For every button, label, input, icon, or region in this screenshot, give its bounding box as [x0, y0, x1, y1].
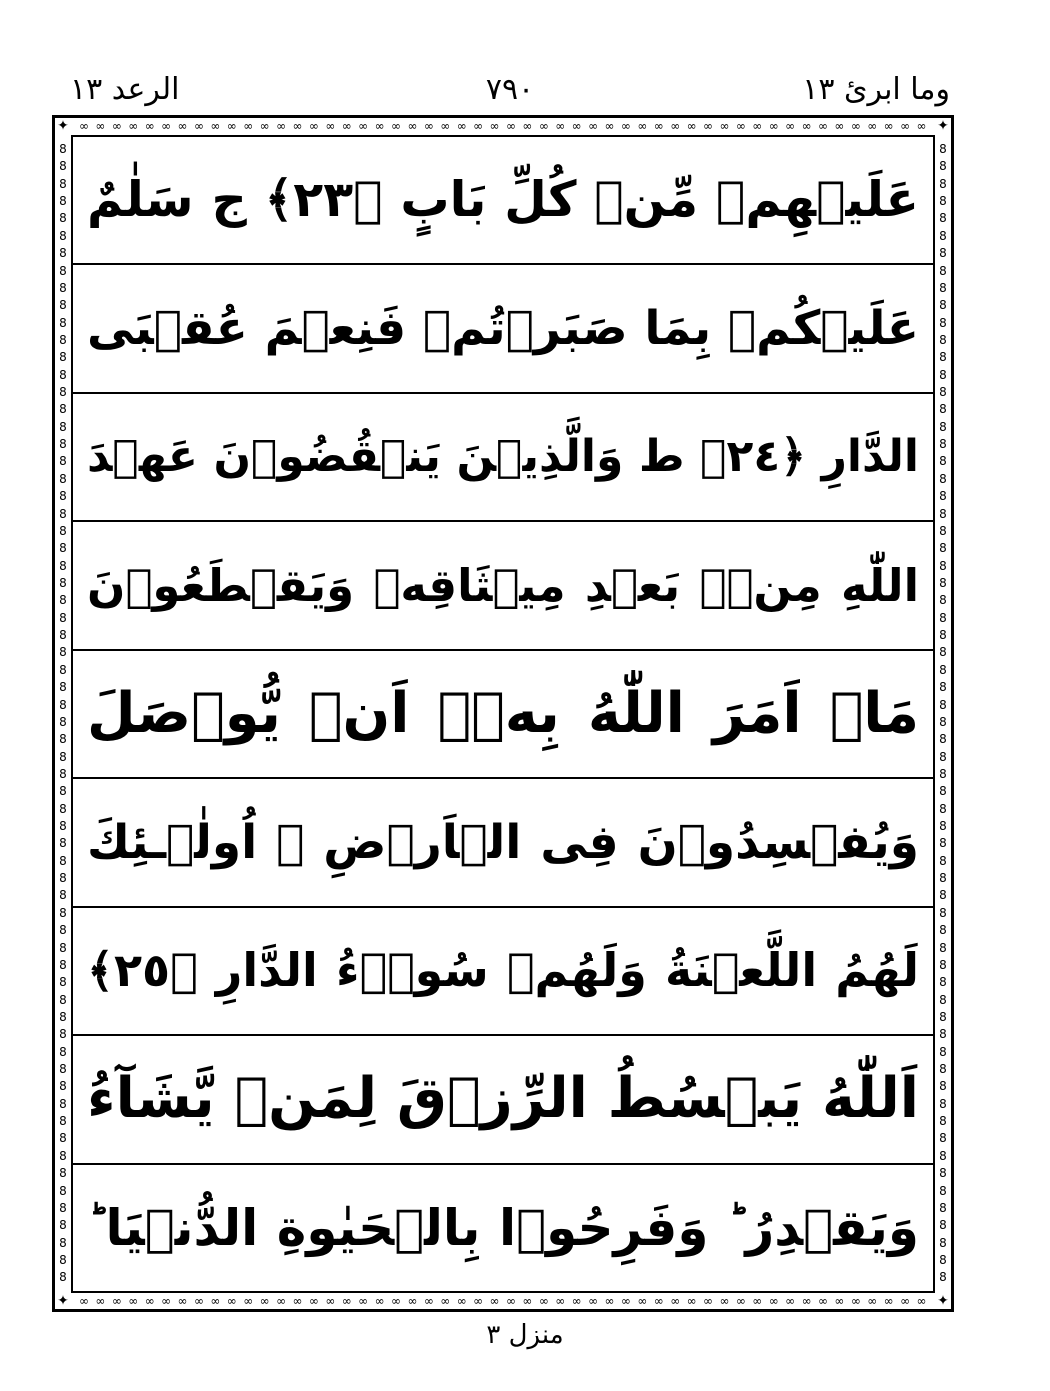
border-chain-link-icon: ∞: [703, 1294, 714, 1308]
border-chain-link-icon: 8: [59, 923, 67, 938]
border-chain-link-icon: 8: [59, 662, 67, 677]
border-chain-link-icon: 8: [59, 819, 67, 834]
border-chain-link-icon: 8: [59, 1166, 67, 1181]
border-chain-link-icon: ∞: [900, 119, 911, 133]
border-chain-link-icon: ∞: [834, 119, 845, 133]
border-chain-link-icon: 8: [59, 142, 67, 156]
border-chain-link-icon: ∞: [653, 119, 664, 133]
border-chain-link-icon: ∞: [111, 1294, 122, 1308]
border-chain-link-icon: ∞: [571, 1294, 582, 1308]
verse-line: [73, 265, 933, 393]
border-chain-link-icon: ∞: [768, 1294, 779, 1308]
border-chain-link-icon: ∞: [620, 119, 631, 133]
border-chain-link-icon: 8: [939, 1009, 947, 1024]
border-chain-link-icon: ∞: [128, 1294, 139, 1308]
border-chain-link-icon: 8: [939, 315, 947, 330]
border-chain-link-icon: ∞: [358, 119, 369, 133]
border-chain-link-icon: 8: [59, 1148, 67, 1163]
verse-line-text: وَيُفۡسِدُوۡنَ فِى الۡاَرۡضِ ۙ اُولٰۤـئِكَ: [87, 814, 919, 870]
border-chain-link-icon: 8: [939, 992, 947, 1007]
border-chain-link-icon: 8: [59, 1200, 67, 1215]
border-chain-link-icon: ∞: [193, 119, 204, 133]
border-chain-link-icon: 8: [939, 819, 947, 834]
border-chain-link-icon: ∞: [243, 1294, 254, 1308]
border-chain-link-icon: ∞: [79, 119, 89, 133]
border-chain-link-icon: ∞: [292, 119, 303, 133]
border-chain-link-icon: 8: [59, 714, 67, 729]
border-chain-link-icon: ∞: [423, 119, 434, 133]
page-number: ٧٩٠: [485, 72, 535, 107]
border-chain-link-icon: ∞: [801, 1294, 812, 1308]
border-chain-link-icon: ∞: [604, 1294, 615, 1308]
border-chain-link-icon: ∞: [785, 1294, 796, 1308]
border-chain-link-icon: ∞: [292, 1294, 303, 1308]
border-chain-link-icon: ∞: [210, 119, 221, 133]
border-chain-link-icon: 8: [939, 159, 947, 174]
border-chain-link-icon: 8: [939, 1270, 947, 1285]
border-chain-link-icon: 8: [59, 332, 67, 347]
border-chain-link-icon: 8: [59, 645, 67, 660]
border-chain-link-icon: ∞: [358, 1294, 369, 1308]
border-chain-link-icon: ∞: [916, 119, 927, 133]
border-chain-link-icon: ∞: [161, 119, 172, 133]
border-chain-link-icon: 8: [59, 350, 67, 365]
border-chain-link-icon: 8: [59, 159, 67, 174]
border-chain-link-icon: ∞: [308, 1294, 319, 1308]
border-chain-link-icon: 8: [939, 454, 947, 469]
border-chain-link-icon: 8: [59, 176, 67, 191]
border-chain-link-icon: ∞: [473, 1294, 484, 1308]
border-chain-link-icon: 8: [939, 1131, 947, 1146]
border-chain-link-icon: 8: [939, 558, 947, 573]
border-chain-link-icon: 8: [59, 263, 67, 278]
border-chain-link-icon: ∞: [505, 1294, 516, 1308]
border-chain-link-icon: ∞: [440, 119, 451, 133]
border-chain-link-icon: 8: [939, 610, 947, 625]
border-chain-link-icon: 8: [59, 1114, 67, 1129]
verse-line: [73, 137, 933, 265]
border-chain-link-icon: ∞: [391, 119, 402, 133]
border-chain-link-icon: 8: [59, 905, 67, 920]
corner-ornament-icon: ✦: [937, 1293, 949, 1309]
border-chain-link-icon: 8: [939, 680, 947, 695]
juz-name: وما ابرئ ١٣: [802, 72, 950, 107]
border-chain-link-icon: ∞: [588, 119, 599, 133]
border-chain-link-icon: 8: [939, 298, 947, 313]
border-chain-link-icon: 8: [59, 593, 67, 608]
border-chain-link-icon: 8: [939, 645, 947, 660]
border-chain-link-icon: ∞: [243, 119, 254, 133]
border-chain-link-icon: 8: [939, 367, 947, 382]
border-chain-link-icon: 8: [59, 801, 67, 816]
verse-line: [73, 651, 933, 779]
border-chain-link-icon: ∞: [620, 1294, 631, 1308]
border-chain-link-icon: ∞: [637, 1294, 648, 1308]
border-chain-link-icon: ∞: [226, 1294, 237, 1308]
border-chain-link-icon: 8: [59, 732, 67, 747]
border-chain-link-icon: 8: [59, 211, 67, 226]
border-chain-link-icon: 8: [59, 888, 67, 903]
border-chain-link-icon: ∞: [670, 1294, 681, 1308]
border-chain-link-icon: ∞: [177, 1294, 188, 1308]
border-pattern-top: [79, 119, 927, 133]
verse-line: [73, 908, 933, 1036]
border-chain-link-icon: 8: [939, 471, 947, 486]
border-chain-link-icon: 8: [59, 871, 67, 886]
border-chain-link-icon: 8: [59, 298, 67, 313]
border-chain-link-icon: ∞: [325, 1294, 336, 1308]
border-chain-link-icon: ∞: [391, 1294, 402, 1308]
border-chain-link-icon: ∞: [867, 119, 878, 133]
border-chain-link-icon: 8: [939, 506, 947, 521]
border-chain-link-icon: 8: [59, 940, 67, 955]
border-chain-link-icon: ∞: [522, 1294, 533, 1308]
border-chain-link-icon: 8: [939, 1114, 947, 1129]
border-chain-link-icon: ∞: [834, 1294, 845, 1308]
border-chain-link-icon: 8: [59, 558, 67, 573]
border-chain-link-icon: ∞: [735, 1294, 746, 1308]
border-chain-link-icon: 8: [939, 940, 947, 955]
border-chain-link-icon: 8: [59, 454, 67, 469]
border-chain-link-icon: ∞: [95, 119, 106, 133]
border-chain-link-icon: ∞: [259, 119, 270, 133]
border-chain-link-icon: 8: [59, 437, 67, 452]
border-chain-link-icon: ∞: [456, 1294, 467, 1308]
border-chain-link-icon: 8: [939, 332, 947, 347]
border-chain-link-icon: ∞: [161, 1294, 172, 1308]
border-chain-link-icon: 8: [59, 506, 67, 521]
border-chain-link-icon: ∞: [883, 1294, 894, 1308]
border-chain-link-icon: ∞: [719, 119, 730, 133]
verse-lines: [73, 137, 933, 1291]
border-chain-link-icon: ∞: [308, 119, 319, 133]
border-chain-link-icon: 8: [59, 1235, 67, 1250]
border-chain-link-icon: 8: [59, 402, 67, 417]
border-chain-link-icon: ∞: [538, 1294, 549, 1308]
border-chain-link-icon: 8: [939, 628, 947, 643]
border-chain-link-icon: 8: [939, 142, 947, 156]
border-chain-link-icon: 8: [59, 784, 67, 799]
ornamental-frame: [52, 115, 954, 1312]
border-chain-link-icon: 8: [939, 836, 947, 851]
verse-line-text: لَهُمُ اللَّعۡنَةُ وَلَهُمۡ سُوۡۤءُ الدَّارِ ﴿٢٥﴾: [87, 943, 919, 998]
border-chain-link-icon: ∞: [637, 119, 648, 133]
border-chain-link-icon: 8: [939, 176, 947, 191]
border-chain-link-icon: 8: [939, 1044, 947, 1059]
border-chain-link-icon: ∞: [95, 1294, 106, 1308]
border-chain-link-icon: ∞: [341, 119, 352, 133]
border-chain-link-icon: 8: [939, 923, 947, 938]
border-chain-link-icon: 8: [939, 1148, 947, 1163]
border-chain-link-icon: 8: [59, 385, 67, 400]
border-chain-link-icon: 8: [939, 975, 947, 990]
border-chain-link-icon: 8: [939, 1166, 947, 1181]
border-chain-link-icon: ∞: [473, 119, 484, 133]
border-chain-link-icon: ∞: [522, 119, 533, 133]
border-chain-link-icon: 8: [59, 1096, 67, 1111]
border-chain-link-icon: 8: [939, 402, 947, 417]
border-chain-link-icon: ∞: [79, 1294, 89, 1308]
border-chain-link-icon: ∞: [916, 1294, 927, 1308]
border-chain-link-icon: ∞: [111, 119, 122, 133]
border-chain-link-icon: ∞: [341, 1294, 352, 1308]
verse-line-text: عَلَيۡكُمۡ بِمَا صَبَرۡتُمۡ فَنِعۡمَ عُقۡبَى: [87, 301, 919, 357]
border-chain-link-icon: 8: [59, 1009, 67, 1024]
border-chain-link-icon: 8: [59, 367, 67, 382]
border-chain-link-icon: 8: [939, 437, 947, 452]
border-chain-link-icon: 8: [939, 766, 947, 781]
border-chain-link-icon: ∞: [226, 119, 237, 133]
verse-line-text: الدَّارِ ﴿٢٤﴾ ط وَالَّذِيۡنَ يَنۡقُضُوۡنَ عَهۡدَ: [87, 430, 919, 482]
border-chain-link-icon: ∞: [325, 119, 336, 133]
border-chain-link-icon: 8: [59, 610, 67, 625]
verse-line-text: اللّٰهِ مِنۡۢ بَعۡدِ مِيۡثَاقِهٖ وَيَقۡطَعُوۡنَ: [87, 558, 919, 612]
border-chain-link-icon: 8: [59, 1044, 67, 1059]
verse-line-text: عَلَيۡهِمۡ مِّنۡ كُلِّ بَابٍ ﴿٢٣﴾ ج سَلٰمٌ: [87, 171, 919, 229]
border-chain-link-icon: 8: [59, 194, 67, 209]
border-chain-link-icon: ∞: [555, 1294, 566, 1308]
border-chain-link-icon: 8: [59, 541, 67, 556]
border-chain-link-icon: 8: [939, 957, 947, 972]
verse-line-text: وَيَقۡدِرُ ؕ وَفَرِحُوۡا بِالۡحَيٰوةِ الدُّنۡيَا ؕ: [87, 1198, 919, 1257]
border-chain-link-icon: 8: [939, 1062, 947, 1077]
border-chain-link-icon: 8: [939, 1096, 947, 1111]
manzil-label: منزل ٣: [486, 1320, 564, 1350]
border-chain-link-icon: 8: [59, 1062, 67, 1077]
border-chain-link-icon: 8: [59, 419, 67, 434]
border-chain-link-icon: ∞: [817, 119, 828, 133]
border-chain-link-icon: 8: [59, 766, 67, 781]
border-chain-link-icon: 8: [59, 246, 67, 261]
border-chain-link-icon: 8: [59, 1183, 67, 1198]
border-chain-link-icon: ∞: [177, 119, 188, 133]
border-chain-link-icon: 8: [59, 628, 67, 643]
border-chain-link-icon: ∞: [768, 119, 779, 133]
border-chain-link-icon: ∞: [128, 119, 139, 133]
border-chain-link-icon: 8: [939, 419, 947, 434]
border-chain-link-icon: 8: [59, 315, 67, 330]
border-chain-link-icon: ∞: [144, 119, 155, 133]
border-chain-link-icon: 8: [59, 575, 67, 590]
border-chain-link-icon: 8: [939, 541, 947, 556]
border-chain-link-icon: ∞: [752, 1294, 763, 1308]
verse-line: [73, 779, 933, 907]
border-chain-link-icon: ∞: [489, 119, 500, 133]
border-chain-link-icon: 8: [939, 888, 947, 903]
border-chain-link-icon: 8: [939, 801, 947, 816]
border-chain-link-icon: 8: [939, 246, 947, 261]
text-area: [71, 135, 935, 1293]
border-chain-link-icon: ∞: [785, 119, 796, 133]
border-chain-link-icon: 8: [939, 489, 947, 504]
border-chain-link-icon: 8: [939, 905, 947, 920]
corner-ornament-icon: ✦: [57, 118, 69, 134]
border-chain-link-icon: ∞: [423, 1294, 434, 1308]
border-chain-link-icon: ∞: [850, 1294, 861, 1308]
border-chain-link-icon: ∞: [505, 119, 516, 133]
border-chain-link-icon: ∞: [686, 1294, 697, 1308]
border-pattern-right: [936, 142, 950, 1285]
border-chain-link-icon: ∞: [210, 1294, 221, 1308]
border-chain-link-icon: 8: [939, 732, 947, 747]
border-chain-link-icon: 8: [939, 385, 947, 400]
border-chain-link-icon: 8: [59, 280, 67, 295]
border-chain-link-icon: 8: [939, 853, 947, 868]
border-chain-link-icon: ∞: [571, 119, 582, 133]
border-chain-link-icon: 8: [59, 749, 67, 764]
border-chain-link-icon: 8: [59, 957, 67, 972]
border-chain-link-icon: 8: [59, 836, 67, 851]
border-chain-link-icon: ∞: [276, 1294, 287, 1308]
border-chain-link-icon: ∞: [653, 1294, 664, 1308]
border-chain-link-icon: 8: [59, 1027, 67, 1042]
border-chain-link-icon: 8: [939, 263, 947, 278]
border-chain-link-icon: ∞: [719, 1294, 730, 1308]
border-chain-link-icon: 8: [59, 853, 67, 868]
border-chain-link-icon: 8: [59, 1079, 67, 1094]
border-chain-link-icon: 8: [59, 1218, 67, 1233]
border-chain-link-icon: ∞: [883, 119, 894, 133]
page-header: [60, 70, 960, 110]
border-chain-link-icon: 8: [59, 1253, 67, 1267]
border-chain-link-icon: ∞: [604, 119, 615, 133]
border-chain-link-icon: 8: [939, 350, 947, 365]
corner-ornament-icon: ✦: [937, 118, 949, 134]
border-chain-link-icon: ∞: [407, 1294, 418, 1308]
border-chain-link-icon: 8: [939, 749, 947, 764]
border-chain-link-icon: 8: [939, 1218, 947, 1233]
border-chain-link-icon: 8: [59, 523, 67, 538]
border-chain-link-icon: 8: [939, 714, 947, 729]
border-chain-link-icon: ∞: [703, 119, 714, 133]
border-pattern-left: [56, 142, 70, 1285]
border-chain-link-icon: ∞: [193, 1294, 204, 1308]
border-chain-link-icon: 8: [939, 194, 947, 209]
border-chain-link-icon: 8: [939, 1027, 947, 1042]
border-chain-link-icon: 8: [59, 975, 67, 990]
verse-line: [73, 1036, 933, 1164]
border-chain-link-icon: 8: [59, 1270, 67, 1285]
verse-line-text: اَللّٰهُ يَبۡسُطُ الرِّزۡقَ لِمَنۡ يَّشَآءُ: [87, 1066, 919, 1132]
verse-line: [73, 394, 933, 522]
border-chain-link-icon: 8: [939, 1183, 947, 1198]
border-chain-link-icon: 8: [59, 1131, 67, 1146]
border-chain-link-icon: 8: [939, 211, 947, 226]
verse-line: [73, 522, 933, 650]
border-chain-link-icon: 8: [939, 1235, 947, 1250]
border-chain-link-icon: 8: [939, 593, 947, 608]
border-chain-link-icon: ∞: [374, 119, 385, 133]
border-chain-link-icon: ∞: [670, 119, 681, 133]
border-chain-link-icon: ∞: [588, 1294, 599, 1308]
border-chain-link-icon: ∞: [276, 119, 287, 133]
border-chain-link-icon: 8: [59, 489, 67, 504]
border-chain-link-icon: ∞: [489, 1294, 500, 1308]
border-chain-link-icon: 8: [59, 228, 67, 243]
border-chain-link-icon: ∞: [440, 1294, 451, 1308]
border-chain-link-icon: ∞: [900, 1294, 911, 1308]
border-chain-link-icon: ∞: [867, 1294, 878, 1308]
border-chain-link-icon: ∞: [735, 119, 746, 133]
border-chain-link-icon: ∞: [456, 119, 467, 133]
border-chain-link-icon: ∞: [538, 119, 549, 133]
border-chain-link-icon: 8: [939, 697, 947, 712]
border-chain-link-icon: 8: [59, 471, 67, 486]
corner-ornament-icon: ✦: [57, 1293, 69, 1309]
border-chain-link-icon: 8: [939, 1079, 947, 1094]
border-chain-link-icon: 8: [939, 871, 947, 886]
border-chain-link-icon: 8: [939, 228, 947, 243]
border-chain-link-icon: 8: [59, 697, 67, 712]
border-pattern-bottom: [79, 1294, 927, 1308]
border-chain-link-icon: 8: [939, 280, 947, 295]
border-chain-link-icon: ∞: [555, 119, 566, 133]
border-chain-link-icon: ∞: [817, 1294, 828, 1308]
verse-line-text: مَاۤ اَمَرَ اللّٰهُ بِهٖۤ اَنۡ يُّوۡصَلَ: [87, 681, 919, 747]
border-chain-link-icon: ∞: [144, 1294, 155, 1308]
surah-name: الرعد ١٣: [70, 72, 180, 107]
border-chain-link-icon: 8: [939, 784, 947, 799]
border-chain-link-icon: ∞: [374, 1294, 385, 1308]
border-chain-link-icon: ∞: [850, 119, 861, 133]
border-chain-link-icon: ∞: [407, 119, 418, 133]
verse-line: [73, 1165, 933, 1291]
border-chain-link-icon: 8: [59, 992, 67, 1007]
border-chain-link-icon: ∞: [752, 119, 763, 133]
border-chain-link-icon: ∞: [259, 1294, 270, 1308]
border-chain-link-icon: ∞: [801, 119, 812, 133]
border-chain-link-icon: ∞: [686, 119, 697, 133]
border-chain-link-icon: 8: [939, 1200, 947, 1215]
border-chain-link-icon: 8: [59, 680, 67, 695]
border-chain-link-icon: 8: [939, 575, 947, 590]
border-chain-link-icon: 8: [939, 662, 947, 677]
border-chain-link-icon: 8: [939, 523, 947, 538]
border-chain-link-icon: 8: [939, 1253, 947, 1267]
